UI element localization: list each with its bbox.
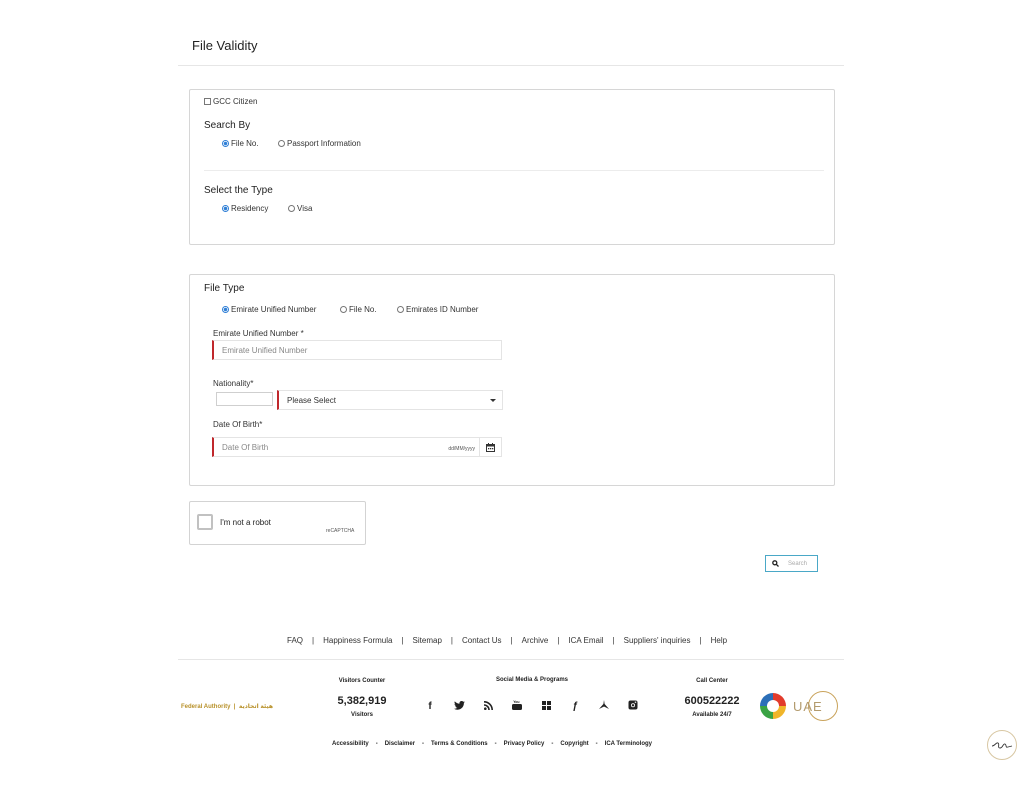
unified-number-placeholder: Emirate Unified Number [222,345,308,355]
link-separator: - [551,741,554,747]
social-icons [422,700,641,713]
legal-link-ica-terminology[interactable]: ICA Terminology [604,741,652,747]
footer-link-faq[interactable]: FAQ [287,636,304,645]
logo-center [767,700,779,712]
visitors-count: 5,382,919 [337,695,387,707]
dob-input[interactable] [212,437,502,457]
link-separator: | [699,636,702,645]
footer-links [287,636,727,645]
radio-button[interactable] [397,306,404,313]
radio-label: Visa [297,204,313,213]
link-separator: | [401,636,404,645]
radio-file-type-file-no[interactable] [340,305,377,314]
radio-label: Emirates ID Number [406,305,479,314]
logo-separator: | [232,704,238,710]
legal-link-terms[interactable]: Terms & Conditions [431,741,488,747]
federal-authority-en: Federal Authority [181,704,231,710]
search-options-panel [189,89,835,245]
radio-button[interactable] [288,205,295,212]
search-by-heading: Search By [204,120,251,131]
footer-link-ica-email[interactable]: ICA Email [568,636,604,645]
radio-type-visa[interactable] [288,204,312,213]
legal-link-disclaimer[interactable]: Disclaimer [384,741,416,747]
flash-icon[interactable]: ƒ [572,701,578,712]
footer-link-sitemap[interactable]: Sitemap [412,636,442,645]
footer-link-contact-us[interactable]: Contact Us [461,636,502,645]
link-separator: - [375,741,378,747]
legal-link-privacy[interactable]: Privacy Policy [503,741,545,747]
nationality-select[interactable] [277,390,503,410]
radio-search-file-no[interactable] [222,139,259,148]
nationality-label: Nationality* [213,379,254,388]
radio-button[interactable] [222,306,229,313]
footer-link-archive[interactable]: Archive [521,636,549,645]
dob-placeholder: Date Of Birth [222,442,269,452]
call-center-availability: Available 24/7 [692,712,732,718]
link-separator: | [312,636,315,645]
footer-link-help[interactable]: Help [710,636,728,645]
radio-label: File No. [349,305,377,314]
radio-search-passport[interactable] [278,139,361,148]
youtube-icon[interactable] [509,700,525,713]
svg-text:You: You [513,700,520,704]
signature-badge-icon[interactable] [987,730,1017,760]
radio-label: File No. [231,139,259,148]
footer-divider [178,659,844,660]
link-separator: | [612,636,615,645]
pdf-icon[interactable] [596,700,612,713]
title-divider [178,65,844,66]
chevron-down-icon [490,399,496,402]
legal-link-accessibility[interactable]: Accessibility [332,741,369,747]
recaptcha-brand: reCAPTCHA [326,528,355,534]
facebook-icon[interactable]: f [428,701,432,712]
panel-divider [204,170,824,171]
link-separator: | [557,636,560,645]
radio-file-type-unified-number[interactable] [222,305,316,314]
legal-link-copyright[interactable]: Copyright [560,741,589,747]
dob-label: Date Of Birth* [213,420,263,429]
page-title: File Validity [192,38,258,53]
legal-links [332,741,652,747]
radio-file-type-emirates-id[interactable] [397,305,478,314]
search-button-label: Search [788,560,808,567]
call-center-heading: Call Center [696,678,728,684]
radio-button[interactable] [340,306,347,313]
call-center-number[interactable]: 600522222 [684,695,740,707]
visitors-counter-heading: Visitors Counter [338,678,386,684]
unified-number-label: Emirate Unified Number * [213,329,304,338]
nationality-code-input[interactable] [216,392,273,406]
footer-link-happiness-formula[interactable]: Happiness Formula [323,636,393,645]
windows-icon[interactable] [538,701,554,713]
gcc-citizen-label: GCC Citizen [213,97,258,106]
date-format-hint: dd/MM/yyyy [448,446,475,452]
federal-authority-logo [181,703,273,710]
gcc-citizen-checkbox[interactable] [204,97,257,106]
checkbox-box[interactable] [204,98,211,105]
recaptcha-widget [189,501,366,545]
radio-label: Passport Information [287,139,361,148]
calendar-icon[interactable] [479,438,501,456]
file-type-heading: File Type [204,283,245,294]
recaptcha-checkbox[interactable] [197,514,213,530]
radio-button[interactable] [222,140,229,147]
twitter-icon[interactable] [451,701,467,713]
ica-logo [760,693,786,719]
link-separator: - [422,741,425,747]
federal-authority-ar: هيئة اتحادية [238,704,274,710]
radio-type-residency[interactable] [222,204,268,213]
radio-button[interactable] [278,140,285,147]
unified-number-input[interactable] [212,340,502,360]
search-button[interactable] [765,555,818,572]
link-separator: - [595,741,598,747]
social-media-heading: Social Media & Programs [495,677,569,683]
rss-icon[interactable] [480,701,496,713]
uae-logo-text: UAE [793,699,823,714]
radio-button[interactable] [222,205,229,212]
recaptcha-label: I'm not a robot [220,518,271,527]
footer-link-suppliers-inquiries[interactable]: Suppliers' inquiries [623,636,691,645]
link-separator: | [450,636,453,645]
radio-label: Emirate Unified Number [231,305,317,314]
link-separator: - [494,741,497,747]
uae-logo [792,690,840,722]
radio-label: Residency [231,204,269,213]
nationality-selected-value: Please Select [287,395,336,405]
visitors-unit: Visitors [351,712,373,718]
instagram-icon[interactable] [625,700,641,713]
link-separator: | [510,636,513,645]
search-icon [772,560,779,567]
select-type-heading: Select the Type [204,185,273,196]
